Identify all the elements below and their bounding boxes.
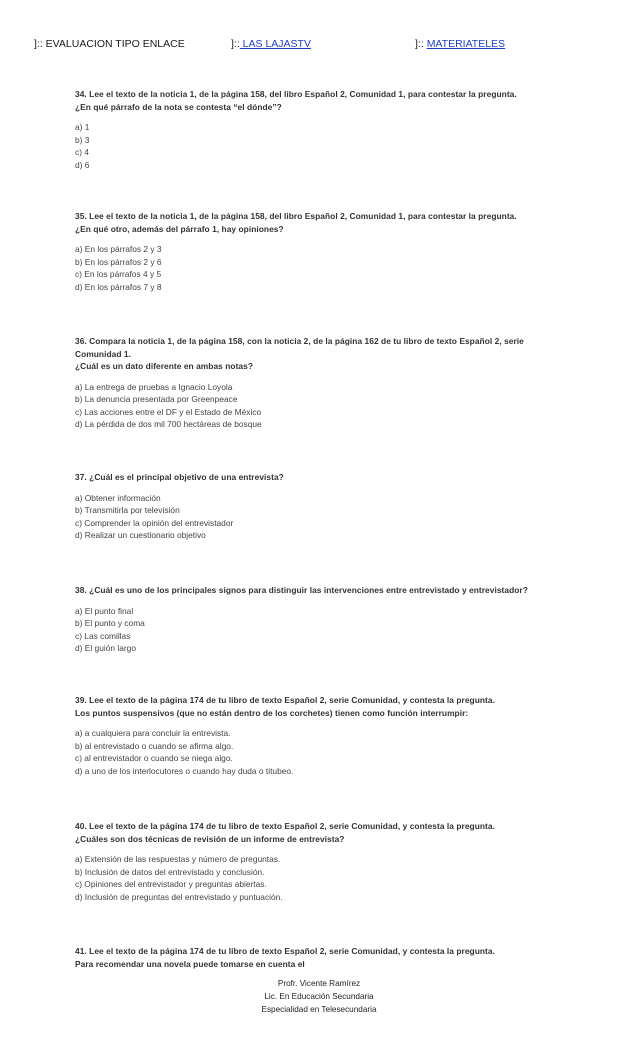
header-evaluacion: ]:: EVALUACION TIPO ENLACE [34, 38, 185, 50]
answer-option[interactable]: a) 1 [75, 122, 90, 132]
answer-options [75, 853, 595, 903]
answer-option[interactable]: c) al entrevistador o cuando se niega algo. [75, 753, 233, 763]
footer-author: Profr. Vicente Ramírez [277, 979, 361, 988]
answer-option[interactable]: d) Inclusión de preguntas del entrevistado y puntuación. [75, 891, 283, 902]
answer-options [75, 492, 595, 542]
question-36 [75, 335, 595, 431]
answer-option[interactable]: c) Las acciones entre el DF y el Estado de México [75, 406, 262, 417]
page-footer [0, 977, 638, 1016]
answer-option[interactable]: d) En los párrafos 7 y 8 [75, 281, 162, 292]
answer-option[interactable]: b) El punto y coma [75, 618, 145, 628]
question-stem: 37. ¿Cuál es el principal objetivo de una entrevista? [75, 472, 284, 482]
answer-option[interactable]: b) Inclusión de datos del entrevistado y conclusión. [75, 866, 265, 877]
question-stem: 35. Lee el texto de la noticia 1, de la página 158, del libro Español 2, Comunidad 1, para contestar la pregunta. ¿En qué otro, además del párrafo 1, hay opiniones? [75, 211, 517, 234]
question-41 [75, 945, 595, 970]
answer-option[interactable]: b) Transmitirla por televisión [75, 505, 180, 515]
answer-option[interactable]: d) El guión largo [75, 643, 136, 653]
question-stem: 41. Lee el texto de la página 174 de tu libro de texto Español 2, serie Comunidad, y contesta la pregunta. Para recomendar una novela puede tomarse en cuenta el [75, 946, 495, 969]
answer-option[interactable]: c) Opiniones del entrevistador y preguntas abiertas. [75, 879, 267, 889]
lajastv-link[interactable]: LAS LAJASTV [239, 38, 311, 50]
answer-options [75, 121, 595, 171]
answer-option[interactable]: d) a uno de los interlocutores o cuando hay duda o titubeo. [75, 765, 294, 776]
answer-option[interactable]: a) a cualquiera para concluir la entrevista. [75, 728, 231, 738]
answer-option[interactable]: b) 3 [75, 134, 90, 145]
header-prefix: ]:: [415, 38, 424, 50]
question-stem: 34. Lee el texto de la noticia 1, de la página 158, del libro Español 2, Comunidad 1, para contestar la pregunta. ¿En qué párrafo de la nota se contesta “el dónde”? [75, 89, 517, 112]
footer-degree: Lic. En Educación Secundaria [264, 992, 374, 1001]
answer-option[interactable]: c) Comprender la opinión del entrevistador [75, 517, 234, 528]
answer-option[interactable]: a) En los párrafos 2 y 3 [75, 244, 162, 254]
answer-option[interactable]: c) Las comillas [75, 630, 131, 641]
answer-option[interactable]: c) 4 [75, 147, 89, 157]
footer-specialty: Especialidad en Telesecundaria [261, 1005, 377, 1014]
answer-option[interactable]: c) En los párrafos 4 y 5 [75, 269, 162, 279]
question-stem: 36. Compara la noticia 1, de la página 158, con la noticia 2, de la página 162 de tu libro de texto Español 2, serie Comunidad 1. ¿Cuál es un dato diferente en ambas notas? [75, 336, 524, 371]
question-38 [75, 584, 595, 655]
answer-option[interactable]: b) En los párrafos 2 y 6 [75, 256, 162, 267]
answer-option[interactable]: b) La denuncia presentada por Greenpeace [75, 394, 238, 404]
page-header [0, 38, 638, 54]
answer-options [75, 605, 595, 655]
header-materiateles [415, 38, 505, 50]
answer-option[interactable]: b) al entrevistado o cuando se afirma algo. [75, 740, 234, 751]
header-lajastv [231, 38, 311, 50]
answer-option[interactable]: a) Extensión de las respuestas y número de preguntas. [75, 854, 281, 864]
answer-option[interactable]: a) El punto final [75, 605, 134, 616]
question-stem: 39. Lee el texto de la página 174 de tu libro de texto Español 2, serie Comunidad, y contesta la pregunta. Los puntos suspensivos (que no están dentro de los corchetes) tienen como función interrumpir: [75, 695, 495, 718]
question-40 [75, 820, 595, 903]
question-39 [75, 694, 595, 777]
question-34 [75, 88, 595, 171]
question-stem: 38. ¿Cuál es uno de los principales signos para distinguir las intervenciones entre entrevistado y entrevistador? [75, 585, 528, 595]
answer-option[interactable]: d) La pérdida de dos mil 700 hectáreas de bosque [75, 419, 262, 429]
question-37 [75, 471, 595, 542]
header-prefix: ]:: [231, 38, 240, 50]
answer-options [75, 727, 595, 777]
answer-option[interactable]: a) Obtener información [75, 492, 161, 503]
answer-options [75, 243, 595, 293]
question-stem: 40. Lee el texto de la página 174 de tu libro de texto Español 2, serie Comunidad, y contesta la pregunta. ¿Cuáles son dos técnicas de revisión de un informe de entrevista? [75, 821, 495, 844]
answer-option[interactable]: a) La entrega de pruebas a Ignacio Loyola [75, 381, 233, 392]
question-35 [75, 210, 595, 293]
materiateles-link[interactable]: MATERIATELES [426, 38, 506, 50]
answer-options [75, 381, 595, 431]
answer-option[interactable]: d) 6 [75, 159, 90, 170]
answer-option[interactable]: d) Realizar un cuestionario objetivo [75, 530, 206, 540]
